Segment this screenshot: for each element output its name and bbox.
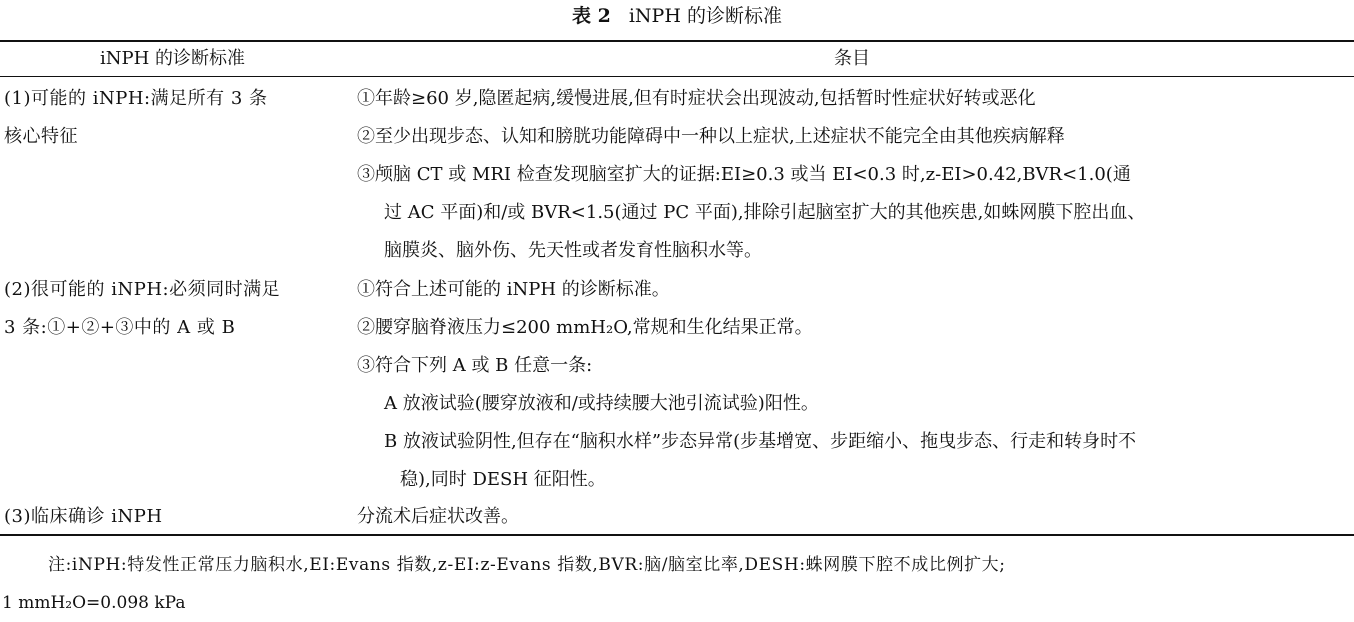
column-header-items: 条目 <box>834 48 870 69</box>
table-note-unit: 1 mmH₂O=0.098 kPa <box>2 593 186 613</box>
criterion-line: (3)临床确诊 iNPH <box>4 506 163 527</box>
table-note: 注:iNPH:特发性正常压力脑积水,EI:Evans 指数,z-EI:z-Evans 指数,BVR:脑/脑室比率,DESH:蛛网膜下腔不成比例扩大; <box>48 555 1006 575</box>
criterion-line: (1)可能的 iNPH:满足所有 3 条 <box>4 88 268 109</box>
item-line: ③颅脑 CT 或 MRI 检查发现脑室扩大的证据:EI≥0.3 或当 EI<0.3 时,z-EI>0.42,BVR<1.0(通 <box>357 164 1131 185</box>
criterion-line: (2)很可能的 iNPH:必须同时满足 <box>4 279 281 300</box>
sub-item-b <box>384 423 1347 499</box>
item-line: ②至少出现步态、认知和膀胱功能障碍中一种以上症状,上述症状不能完全由其他疾病解释 <box>357 126 1065 147</box>
table-top-rule <box>0 40 1354 42</box>
table-header-rule <box>0 76 1354 77</box>
item-imaging <box>357 156 1347 270</box>
item-symptoms <box>357 118 1347 156</box>
item-line: 分流术后症状改善。 <box>357 506 519 527</box>
table-title: iNPH 的诊断标准 <box>628 5 782 27</box>
item-meets-possible <box>357 271 1347 309</box>
criterion-line: 核心特征 <box>4 126 78 147</box>
column-header-criteria: iNPH 的诊断标准 <box>99 48 246 69</box>
sub-item-a <box>384 385 1347 423</box>
item-age <box>357 80 1347 118</box>
item-line: 稳),同时 DESH 征阳性。 <box>400 469 606 490</box>
table-bottom-rule <box>0 534 1354 536</box>
item-csf-pressure <box>357 309 1347 347</box>
criterion-probable <box>4 271 349 347</box>
item-line: 过 AC 平面)和/或 BVR<1.5(通过 PC 平面),排除引起脑室扩大的其他疾患,如蛛网膜下腔出血、 <box>384 202 1146 223</box>
table-caption <box>0 4 1354 28</box>
item-line: ①符合上述可能的 iNPH 的诊断标准。 <box>357 279 670 300</box>
criterion-definite <box>4 498 349 536</box>
item-line: 脑膜炎、脑外伤、先天性或者发育性脑积水等。 <box>384 240 762 261</box>
criterion-line: 3 条:①+②+③中的 A 或 B <box>4 317 236 338</box>
table-number: 表 2 <box>572 5 611 27</box>
item-line: ①年龄≥60 岁,隐匿起病,缓慢进展,但有时症状会出现波动,包括暂时性症状好转或恶化 <box>357 88 1036 109</box>
item-line: B 放液试验阴性,但存在“脑积水样”步态异常(步基增宽、步距缩小、拖曳步态、行走和转身时不 <box>384 431 1137 452</box>
item-line: ③符合下列 A 或 B 任意一条: <box>357 355 593 376</box>
item-a-or-b <box>357 347 1347 385</box>
item-line: A 放液试验(腰穿放液和/或持续腰大池引流试验)阳性。 <box>384 393 819 414</box>
criterion-possible <box>4 80 349 156</box>
item-line: ②腰穿脑脊液压力≤200 mmH₂O,常规和生化结果正常。 <box>357 317 813 338</box>
item-shunt-improvement <box>357 498 1347 536</box>
